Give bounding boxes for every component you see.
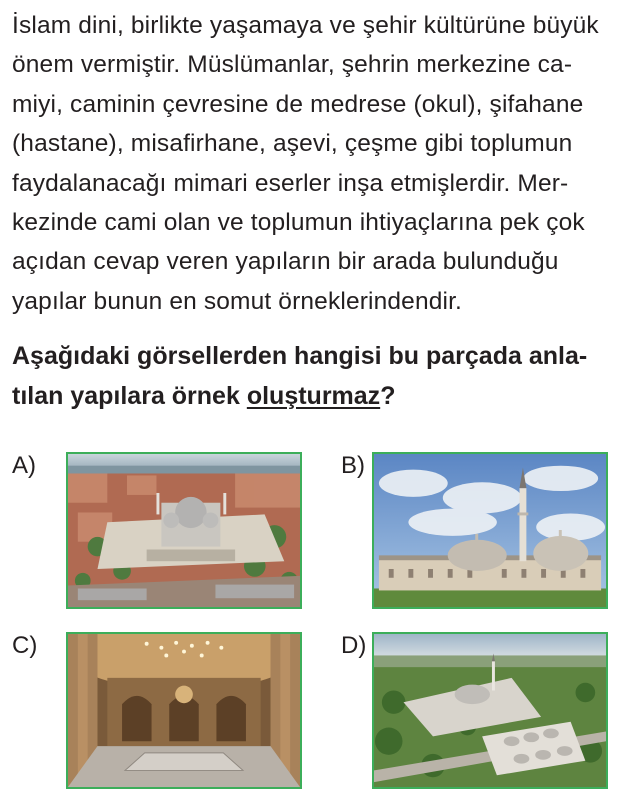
passage-text — [12, 6, 634, 321]
passage-line: yapılar bunun en somut örneklerindendir. — [12, 287, 463, 315]
option-b-image[interactable] — [372, 452, 608, 609]
question-line-2-suffix: ? — [380, 382, 396, 410]
passage-line: (hastane), misafirhane, aşevi, çeşme gibi toplumun — [12, 130, 573, 158]
passage-line: İslam dini, birlikte yaşamaya ve şehir kültürüne büyük — [12, 12, 599, 39]
question-text — [12, 336, 634, 416]
hammam-interior-photo — [68, 634, 300, 787]
passage-line: kezinde cami olan ve toplumun ihtiyaçlarına pek çok — [12, 209, 585, 237]
option-c-label[interactable]: C) — [12, 632, 38, 659]
option-a-image[interactable] — [66, 452, 302, 609]
question-line-2-prefix: tılan yapılara örnek — [12, 382, 247, 410]
mosque-exterior-photo — [374, 454, 606, 607]
option-b-label[interactable]: B) — [341, 452, 365, 479]
option-c-image[interactable] — [66, 632, 302, 789]
aerial-mosque-city-photo — [68, 454, 300, 607]
option-a-label[interactable]: A) — [12, 452, 36, 479]
question-line-1: Aşağıdaki görsellerden hangisi bu parçada anla- — [12, 342, 588, 370]
question-underlined-word: oluşturmaz — [246, 382, 381, 410]
option-d-image[interactable] — [372, 632, 608, 789]
option-d-label[interactable]: D) — [341, 632, 367, 659]
passage-line: açıdan cevap veren yapıların bir arada bulunduğu — [12, 248, 559, 276]
aerial-kulliye-photo — [374, 634, 606, 787]
passage-line: önem vermiştir. Müslümanlar, şehrin merkezine ca- — [12, 51, 573, 79]
question-line-2 — [12, 376, 634, 416]
passage-line: miyi, caminin çevresine de medrese (okul), şifahane — [12, 90, 584, 118]
passage-line: faydalanacağı mimari eserler inşa etmişlerdir. Mer- — [12, 169, 569, 197]
